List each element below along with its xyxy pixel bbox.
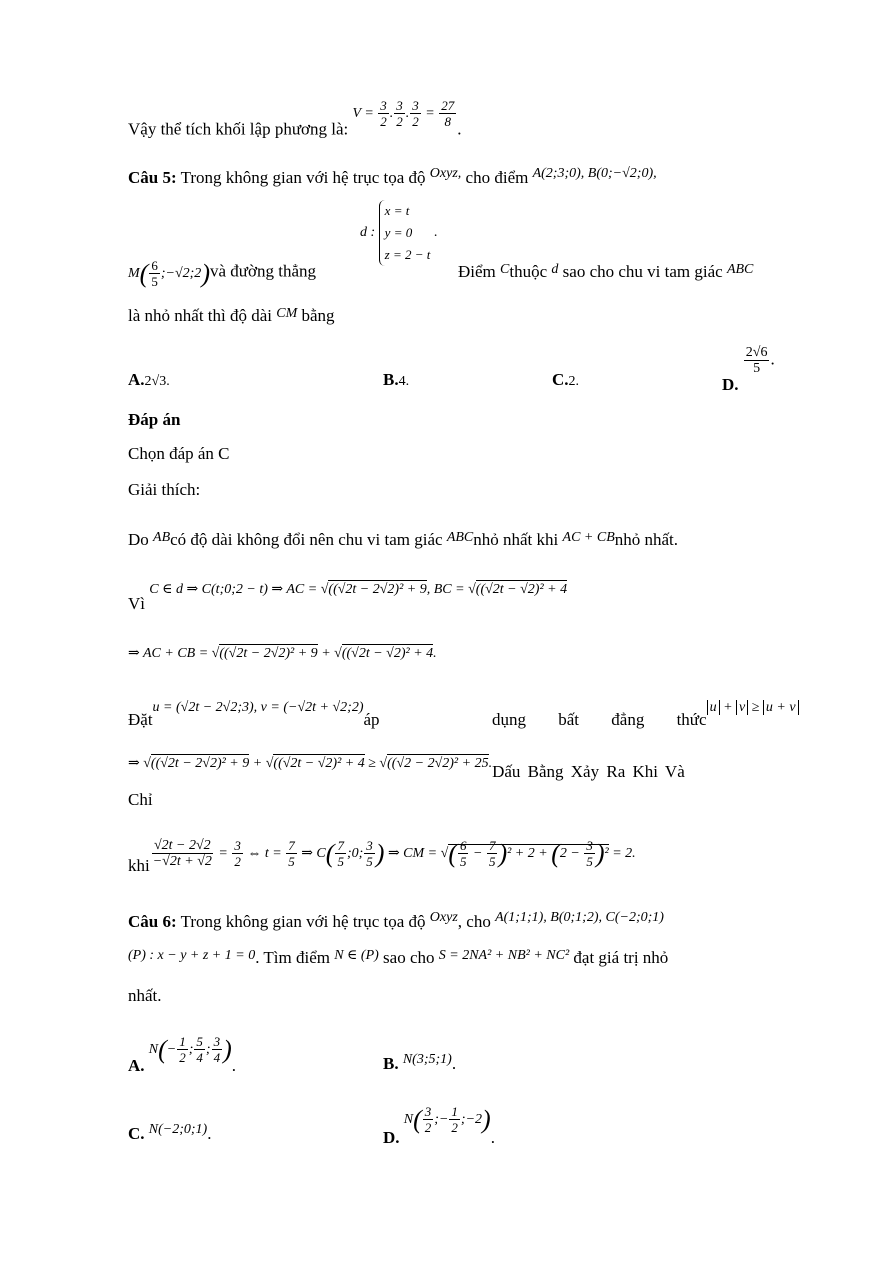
chi-line: Chỉ [128, 790, 153, 809]
sum-line: ⇒ AC + CB = √((√2t − 2√2)² + 9 + √((√2t − √2)² + 4. [128, 646, 437, 661]
q5-option-a[interactable] [128, 370, 170, 390]
dau-bang: Dấu Bằng Xảy Ra Khi Và [492, 762, 685, 781]
do-d: nhỏ nhất. [614, 530, 679, 549]
do-a: Do [128, 530, 149, 549]
q5-points: A(2;3;0), B(0;−√2;0), [532, 166, 657, 181]
q6-line3: nhất. [128, 986, 162, 1005]
answer-choose: Chọn đáp án C [128, 444, 230, 463]
q6-text5: đạt giá trị nhỏ [573, 948, 669, 967]
q6-line1: Câu 6: Trong không gian với hệ trục tọa độ $^{Oxyz}$, cho $^{A(1;1;1), B(0;1;2), C(-2;0;1)}$ [128, 910, 664, 931]
q6-line2: $^{(P) : x - y + z + 1 = 0}$. Tìm điểm $^{N \in (P)}$ sao cho $^{S = 2NA^2 + NB^2 + NC^2}$ đạt giá trị nhỏ [128, 948, 669, 967]
q6-text3: . Tìm điểm [255, 948, 330, 967]
dat-label: Đặt [128, 710, 153, 729]
q5-and: và đường thẳng [209, 261, 317, 281]
q6-option-c-label: C. [128, 1124, 145, 1143]
q5-line3b: bằng [301, 306, 335, 325]
q5-option-b[interactable] [383, 370, 409, 390]
answer-explain: Giải thích: [128, 480, 201, 499]
q6-text1: Trong không gian với hệ trục tọa độ [180, 912, 426, 931]
khi-label: khi [128, 855, 150, 875]
q5-text1: Trong không gian với hệ trục tọa độ [180, 168, 426, 187]
volume-formula: V = 3 2 . 3 2 . 3 2 = 27 8 [352, 98, 455, 129]
q6-option-b[interactable]: B. $^{N(3;5;1)}$. [383, 1052, 457, 1073]
q6-option-a[interactable]: A. N(− $\frac{1}{2}$ ; $\frac{5}{4}$ ; $\frac{3}{4}$ ). [128, 1034, 237, 1075]
option-c-label: C. [552, 370, 569, 389]
q6-option-a-label: A. [128, 1055, 145, 1075]
answer-vi-line: Vì C ∈ d ⇒ C(t;0;2 − t) ⇒ AC = √((√2t − 2√2)² + 9, BC = √((√2t − √2)² + 4 [128, 582, 568, 613]
q6-option-d-label: D. [383, 1127, 400, 1147]
option-b-label: B. [383, 370, 399, 389]
q5-line1 [128, 168, 778, 190]
q5-option-c[interactable] [552, 370, 579, 390]
q6-text4: sao cho [383, 948, 435, 967]
q5-option-d[interactable]: D. $\frac{2√6}{5}$ . [722, 345, 775, 395]
line-d-system: d : x = t y = 0 z = 2 − t . [360, 200, 437, 266]
ap-word: áp [363, 710, 380, 729]
khi-line: khi $\frac{√2t - 2√2}{-√2t + √2}$ = $\frac{3}{2}$ ⇔ t = $\frac{7}{5}$ ⇒ C( $\frac{7}{5}$ ;0; $\frac{3}{5}$ ) ⇒ CM = √( $\frac{6}{5}$ − $\frac{7}{5}$ )² + 2 + (2 − $\frac{3}{5}$ )² = 2. [128, 838, 636, 875]
q5-text4: sao cho chu vi tam giác [562, 262, 723, 281]
q5-point-c: Điểm [458, 262, 496, 281]
bat-word: bất [558, 710, 580, 729]
q5-line3a: là nhỏ nhất thì độ dài [128, 306, 273, 325]
q6-option-c-value: N(−2;0;1) [148, 1122, 208, 1137]
option-a-value: 2√3. [144, 374, 170, 389]
answer-heading: Đáp án [128, 410, 181, 429]
thuc-word: thức [676, 710, 707, 729]
oxyz-label: Oxyz, [429, 166, 462, 181]
q6-prefix: Câu 6: [128, 912, 177, 931]
q6-text2: , cho [457, 912, 491, 931]
q5-text3: thuộc [509, 262, 548, 281]
option-c-value: 2. [568, 374, 580, 389]
option-a-label: A. [128, 370, 145, 389]
q6-option-b-value: N(3;5;1) [402, 1052, 452, 1067]
option-b-value: 4. [398, 374, 410, 389]
q6-option-c[interactable]: C. $^{N(-2;0;1)}$. [128, 1122, 212, 1143]
q6-option-b-label: B. [383, 1054, 399, 1073]
q5-line2 [128, 258, 316, 289]
volume-line: Vậy thể tích khối lập phương là: $^{V = \frac{3}{2} . \frac{3}{2} . \frac{3}{2} = \frac{27}{8}}$ . [128, 98, 462, 139]
vi-label: Vì [128, 594, 145, 613]
do-c: nhỏ nhất khi [473, 530, 559, 549]
dat-line-words: dụng bất đẳng thức$^{u + v \ge u + v}$ [492, 710, 799, 730]
q5-line3: là nhỏ nhất thì độ dài $^{CM}$ bằng [128, 306, 335, 325]
option-d-label: D. [722, 375, 739, 395]
point-m: M( $\frac{6}{5}$ ;−√2;2) [128, 258, 210, 289]
dat-line: Đặtu = (√2t − 2√2;3), v = (−√2t + √2;2)áp [128, 700, 380, 729]
dang-word: đẳng [611, 710, 645, 729]
answer-do-line: Do $^{AB}$có độ dài không đổi nên chu vi tam giác $^{ABC}$nhỏ nhất khi $^{AC + CB}$nhỏ nhất. [128, 530, 679, 549]
q5-text2: cho điểm [465, 168, 529, 187]
ineq-line: ⇒ √((√2t − 2√2)² + 9 + √((√2t − √2)² + 4 ≥ √((√2 − 2√2)² + 25.Dấu Bằng Xảy Ra Khi Và [128, 756, 685, 781]
q5-prefix: Câu 5: [128, 168, 177, 187]
volume-label: Vậy thể tích khối lập phương là: [128, 119, 349, 139]
q6-option-d[interactable]: D. N( $\frac{3}{2}$ ;− $\frac{1}{2}$ ;−2). [383, 1104, 495, 1147]
q5-line2-tail: Điểm $^C$thuộc $^d$ sao cho chu vi tam giác $^{ABC}$ [458, 262, 754, 281]
dung-word: dụng [492, 710, 526, 729]
do-b: có độ dài không đổi nên chu vi tam giác [170, 530, 443, 549]
